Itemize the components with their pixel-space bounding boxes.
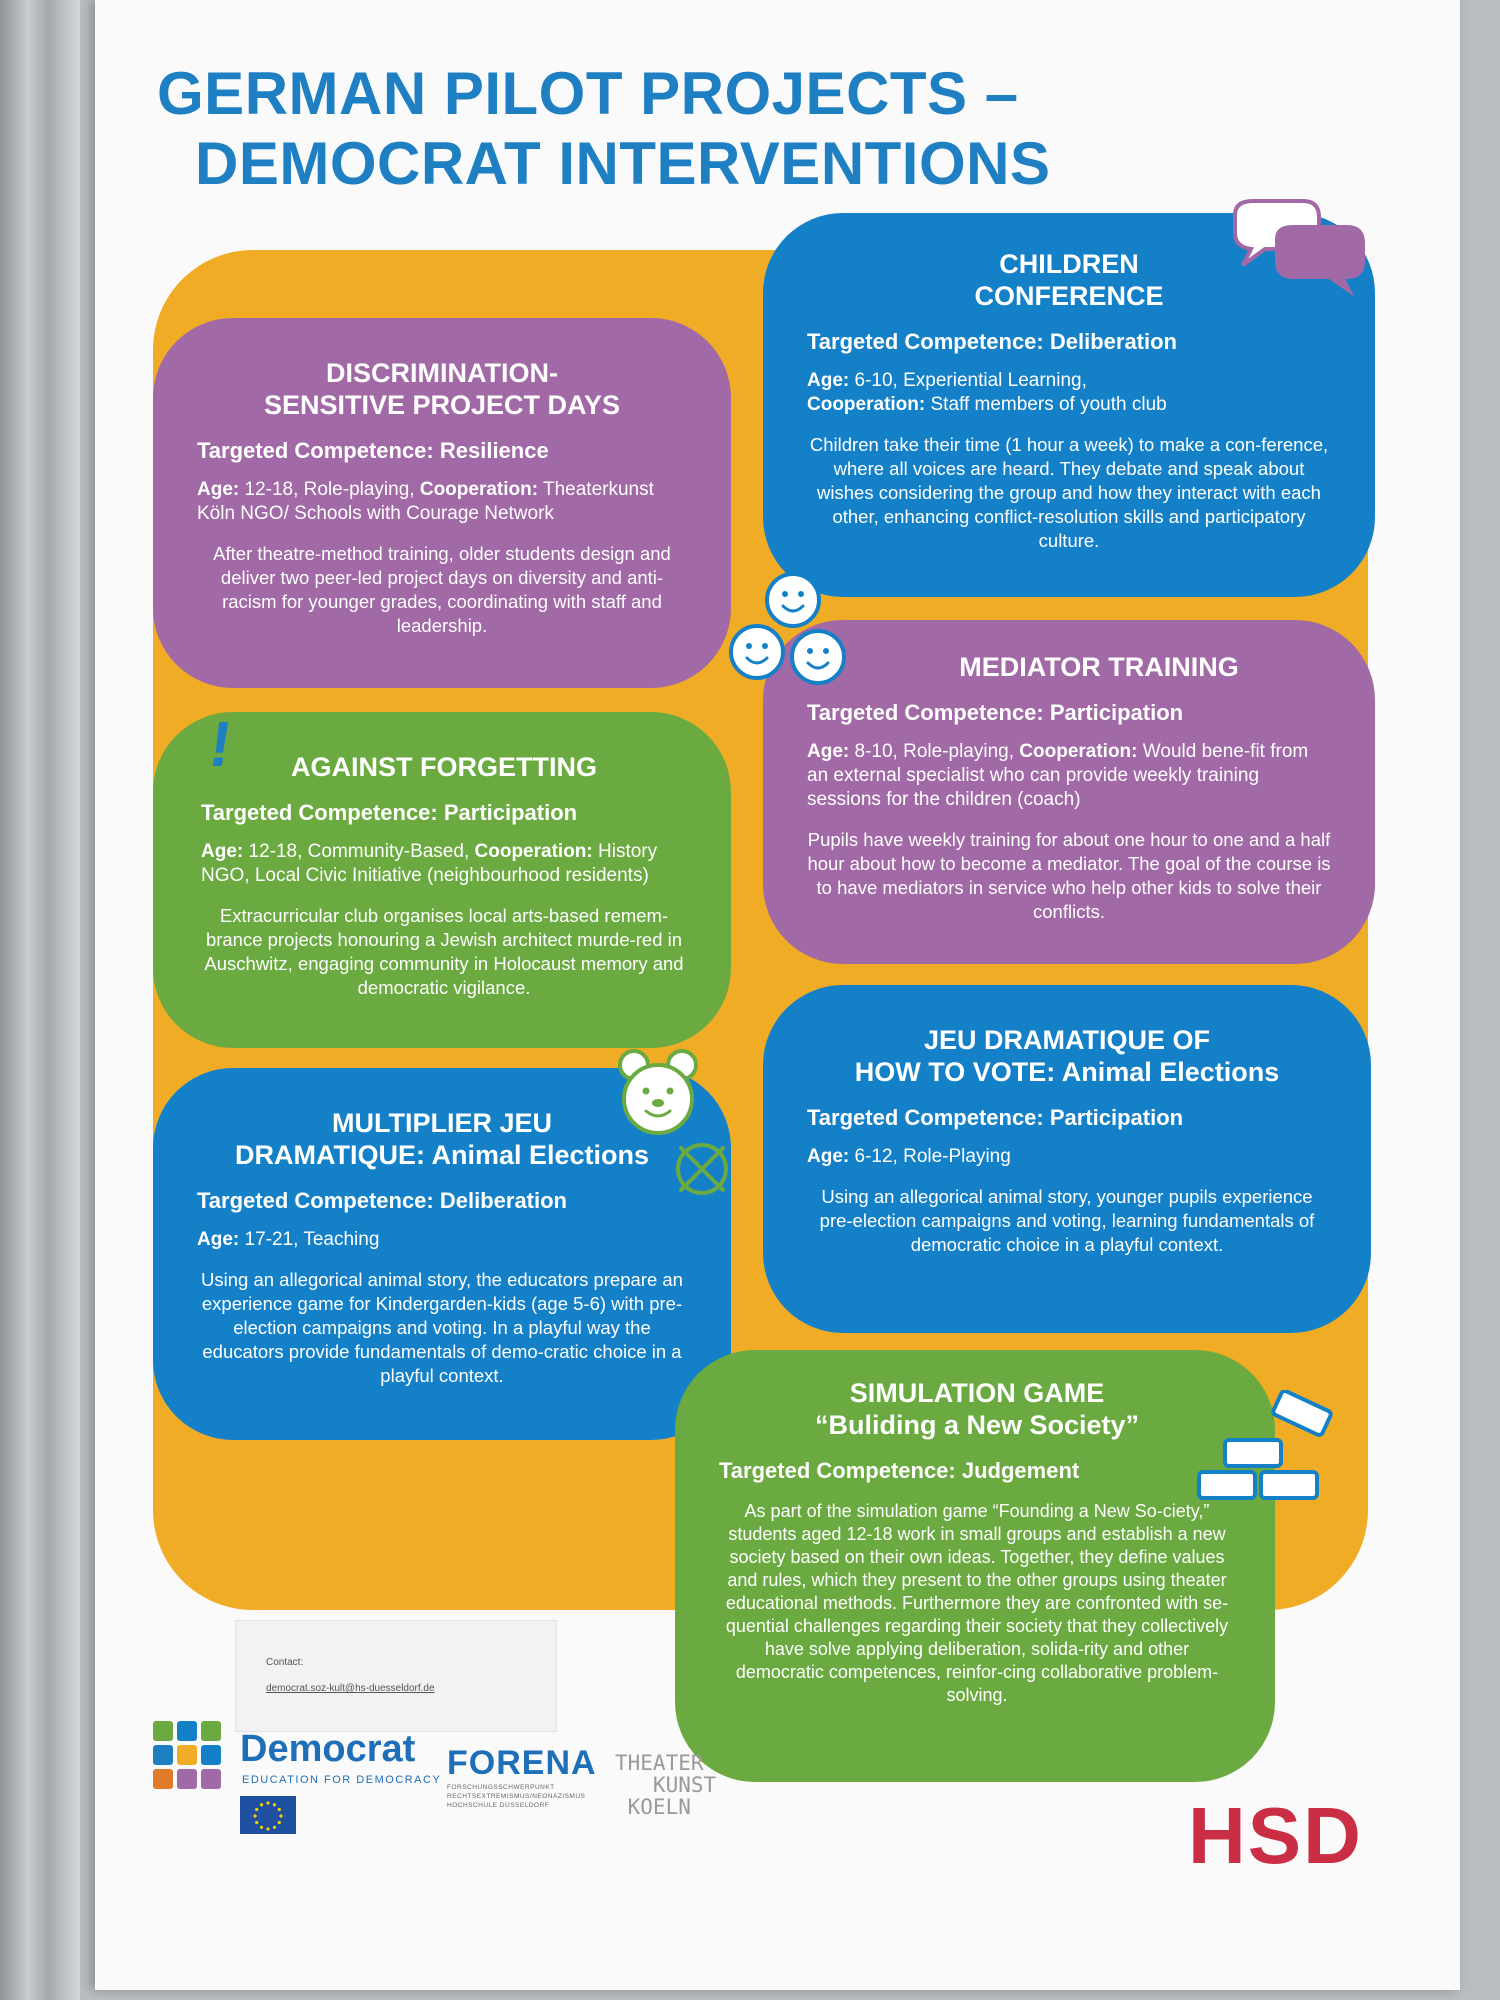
card-title: MEDIATOR TRAINING	[959, 652, 1239, 682]
smiley-faces-icon	[723, 568, 853, 688]
forena-logo-text: FORENA	[447, 1744, 597, 1782]
contact-box	[235, 1620, 557, 1732]
card-mediator-training	[763, 620, 1375, 964]
age-label: Age:	[807, 369, 850, 391]
card-description: Pupils have weekly training for about one hour to one and a half hour about how to become a mediator. The goal of the course is to have mediators in service who help other kids to solve their conflicts.	[807, 829, 1331, 923]
puzzle-people-icon	[147, 1715, 231, 1799]
contact-email-link[interactable]: democrat.soz-kult@hs-duesseldorf.de	[266, 1683, 435, 1694]
card-meta	[807, 369, 1331, 417]
contact-label: Contact:	[266, 1657, 304, 1668]
age-text: 12-18, Community-Based,	[248, 840, 470, 862]
forena-subtitle	[447, 1784, 585, 1810]
age-text: 6-10, Experiential Learning,	[854, 369, 1087, 391]
poster-title-line-2: DEMOCRAT INTERVENTIONS	[195, 130, 1051, 197]
forena-subtitle-line-2: RECHTSEXTREMISMUS/NEONAZISMUS	[447, 1792, 586, 1800]
age-label: Age:	[197, 1228, 240, 1250]
age-label: Age:	[807, 1145, 850, 1167]
cooperation-text: History NGO, Local Civic Initiative (neighbourhood residents)	[201, 840, 658, 886]
card-title-line-2: HOW TO VOTE: Animal Elections	[854, 1056, 1280, 1087]
forena-subtitle-line-1: FORSCHUNGSSCHWERPUNKT	[447, 1784, 555, 1791]
bear-face-icon	[610, 1045, 705, 1140]
card-title-line-1: MULTIPLIER JEU	[331, 1108, 552, 1138]
card-title-line-2: DRAMATIQUE: Animal Elections	[234, 1139, 650, 1170]
card-meta	[807, 740, 1331, 812]
cooperation-text: Would bene-fit from an external specialist who can provide weekly training sessions for the children (coach)	[807, 740, 1309, 811]
targeted-competence: Targeted Competence: Deliberation	[197, 1187, 567, 1213]
card-title	[719, 1378, 1235, 1442]
ballot-cross-icon	[673, 1140, 731, 1198]
card-against-forgetting	[153, 708, 731, 1048]
card-description: Extracurricular club organises local arts-based remem-brance projects honouring a Jewish architect murde-red in Auschwitz, engaging community in Holocaust memory and democratic vigilance.	[204, 905, 684, 999]
card-description: After theatre-method training, older students design and deliver two peer-led project days on diversity and anti-racism for younger grades, coordinating with staff and leadership.	[213, 542, 671, 637]
card-simulation-game	[675, 1350, 1275, 1782]
democrat-tagline: EDUCATION FOR DEMOCRACY	[242, 1774, 442, 1786]
age-text: 12-18, Role-playing,	[244, 478, 415, 500]
card-title-line-2: SENSITIVE PROJECT DAYS	[263, 389, 621, 420]
poster	[95, 0, 1460, 1990]
card-description: As part of the simulation game “Founding a New So-ciety,” students aged 12-18 work in small groups and establish a new society based on their own ideas. Together, they define values and rules, which they present to the other groups using theater educational methods. Furthermore they are confronted with se-quential challenges regarding their society that they collectively have solve applying deliberation, solida-rity and other democratic competences, reinfor-cing collaborative problem-solving.	[725, 1500, 1229, 1705]
bricks-icon	[1195, 1390, 1335, 1510]
cooperation-label: Cooperation:	[419, 478, 539, 500]
cooperation-label: Cooperation:	[474, 840, 593, 862]
card-title-line-1: CHILDREN	[999, 249, 1139, 279]
card-title-line-1: DISCRIMINATION-	[326, 358, 558, 388]
card-title-line-2: “Buliding a New Society”	[814, 1409, 1140, 1440]
age-text: 8-10, Role-playing,	[854, 740, 1014, 762]
cooperation-label: Cooperation:	[1019, 740, 1138, 762]
card-title	[197, 358, 687, 422]
card-meta	[201, 840, 687, 888]
card-meta	[197, 478, 687, 526]
cooperation-text: Staff members of youth club	[930, 393, 1167, 415]
targeted-competence: Targeted Competence: Participation	[807, 1104, 1184, 1130]
targeted-competence: Targeted Competence: Participation	[807, 699, 1184, 725]
targeted-competence: Targeted Competence: Judgement	[719, 1457, 1080, 1483]
eu-flag-icon	[240, 1796, 296, 1834]
poster-title-line-1: GERMAN PILOT PROJECTS –	[157, 60, 1019, 127]
speech-bubbles-icon	[1225, 195, 1375, 315]
age-label: Age:	[807, 740, 850, 762]
democrat-logo-text: Democrat	[240, 1728, 416, 1770]
card-title-line-2: CONFERENCE	[974, 280, 1164, 311]
cooperation-label: Cooperation:	[807, 393, 926, 415]
age-label: Age:	[201, 840, 244, 862]
card-jeu-dramatique-how-to-vote	[763, 985, 1371, 1333]
age-label: Age:	[197, 478, 240, 500]
board-frame	[0, 0, 80, 2000]
targeted-competence: Targeted Competence: Participation	[201, 799, 578, 825]
age-text: 6-12, Role-Playing	[854, 1145, 1011, 1167]
card-title-line-1: SIMULATION GAME	[849, 1378, 1105, 1408]
card-title-line-1: JEU DRAMATIQUE OF	[923, 1025, 1210, 1055]
forena-subtitle-line-3: HOCHSCHULE DÜSSELDORF	[447, 1801, 550, 1809]
targeted-competence: Targeted Competence: Deliberation	[807, 328, 1177, 354]
card-title: AGAINST FORGETTING	[291, 752, 597, 782]
card-meta	[197, 1228, 687, 1252]
card-discrimination-sensitive-project-days	[153, 318, 731, 688]
card-description: Children take their time (1 hour a week) to make a con-ference, where all voices are heard. They debate and speak about wishes considering the group and how they interact with each other, enhancing conflict-resolution skills and participatory culture.	[809, 433, 1329, 552]
card-description: Using an allegorical animal story, younger pupils experience pre-election campaigns and voting, learning fundamentals of democratic choice in a playful context.	[819, 1185, 1315, 1255]
card-description: Using an allegorical animal story, the educators prepare an experience game for Kindergarden-kids (age 5-6) with pre-election campaigns and voting. In a playful way the educators provide fundamentals of demo-cratic choice in a playful context.	[201, 1268, 683, 1387]
age-text: 17-21, Teaching	[244, 1228, 380, 1250]
theater-kunst-koeln-logo: THEATER KUNST KOELN	[615, 1751, 717, 1820]
targeted-competence: Targeted Competence: Resilience	[197, 437, 549, 463]
cooperation-text: Theaterkunst Köln NGO/ Schools with Courage Network	[197, 478, 654, 524]
card-title	[807, 1025, 1327, 1089]
exclamation-icon: !	[204, 708, 237, 780]
hsd-logo: HSD	[1188, 1791, 1363, 1880]
card-meta	[807, 1145, 1327, 1169]
